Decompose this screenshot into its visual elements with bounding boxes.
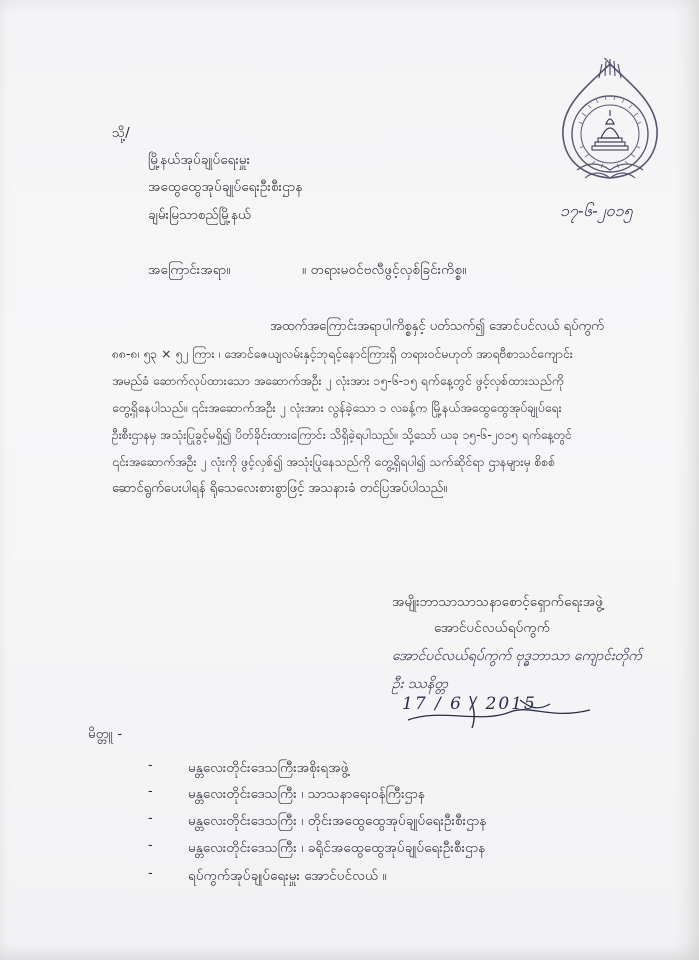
cc-label: မိတ္တူ -	[88, 726, 123, 742]
cc-dash: -	[148, 866, 153, 881]
cc-dash: -	[148, 838, 153, 853]
cc-dash: -	[148, 811, 153, 826]
cc-item: မန္တလေးတိုင်းဒေသကြီးအစိုးရအဖွဲ့	[188, 760, 349, 776]
handwritten-sender-line: အောင်ပင်လယ်ရပ်ကွက် ဗုဒ္ဓဘာသာ ကျောင်းတိုက်	[392, 648, 642, 664]
body-line: ဦးစီးဌာနမှ အသုံးပြုခွင့်မရှိ၍ ပိတ်ခိုင်းထားကြောင်း သိရှိခဲ့ရပါသည်။ သို့သော် ယခု ၁၅-၆-၂၀၁၅ ရက်နေ့တွင်	[112, 428, 573, 442]
cc-item: မန္တလေးတိုင်းဒေသကြီး ၊ တိုင်းအထွေထွေအုပ်ချုပ်ရေးဦးစီးဌာန	[188, 813, 487, 829]
body-line: ၎င်းအဆောက်အဦး ၂ လုံးကို ဖွင့်လှစ်၍ အသုံးပြုနေသည်ကို တွေ့ရှိရပါ၍ သက်ဆိုင်ရာ ဌာနများမှ စိစစ်	[112, 455, 556, 469]
cc-item: ရပ်ကွက်အုပ်ချုပ်ရေးမှူး အောင်ပင်လယ် ။	[188, 868, 387, 884]
handwritten-date: ၁၇-၆-၂၀၁၅	[560, 201, 633, 220]
body-line: ၈၈-၈၊ ၅၃ × ၅၂ ကြား ၊ အောင်ဇေယျလမ်းနှင့်ဘုရင့်နောင်ကြားရှိ တရားဝင်မဟုတ် အာရဗီစာသင်ကျောင်း	[112, 347, 573, 361]
cc-dash: -	[148, 784, 153, 799]
body-line: အမည်ခံ ဆောက်လုပ်ထားသော အဆောက်အဦး ၂ လုံးအား ၁၅-၆-၁၅ ရက်နေ့တွင် ဖွင့်လှစ်ထားသည်ကို	[112, 374, 564, 388]
subject-label: အကြောင်းအရာ။	[148, 262, 231, 278]
seal-emblem-icon	[555, 58, 665, 190]
to-label: သို့/	[112, 125, 130, 141]
addressee-line-2: အထွေထွေအုပ်ချုပ်ရေးဦးစီးဌာန	[148, 179, 303, 195]
sender-location: အောင်ပင်လယ်ရပ်ကွက်	[434, 620, 551, 636]
body-line: ဆောင်ရွက်ပေးပါရန် ရိုသေလေးစားစွာဖြင့် အသနားခံ တင်ပြအပ်ပါသည်။	[112, 481, 448, 496]
addressee-line-3: ချမ်းမြသာစည်မြို့နယ်	[148, 207, 252, 223]
organization-logo	[555, 58, 665, 190]
subject-text: ။ တရားမဝင်ဗလီဖွင့်လှစ်ခြင်းကိစ္စ။	[302, 262, 467, 278]
signature-date: 17 / 6 / 2015	[402, 694, 537, 714]
body-line: တွေ့ရှိနေပါသည်။ ၎င်းအဆောက်အဦး ၂ လုံးအား လွန်ခဲ့သော ၁ လခန့်က မြို့နယ်အထွေထွေအုပ်ချုပ်ရေး	[112, 401, 562, 415]
sender-organization: အမျိုးဘာသာသာသနာစောင့်ရှောက်ရေးအဖွဲ့	[392, 594, 604, 610]
signature-name: ဦး ဿနိတ္တ	[392, 676, 448, 692]
addressee-line-1: မြို့နယ်အုပ်ချုပ်ရေးမှူး	[148, 152, 251, 168]
cc-dash: -	[148, 758, 153, 773]
cc-item: မန္တလေးတိုင်းဒေသကြီး ၊ သာသနာရေးဝန်ကြီးဌာန	[188, 786, 425, 802]
cc-item: မန္တလေးတိုင်းဒေသကြီး ၊ ခရိုင်အထွေထွေအုပ်ချုပ်ရေးဦးစီးဌာန	[188, 840, 486, 856]
body-line: အထက်အကြောင်းအရာပါကိစ္စနှင့် ပတ်သက်၍ အောင်ပင်လယ် ရပ်ကွက်	[270, 319, 604, 334]
